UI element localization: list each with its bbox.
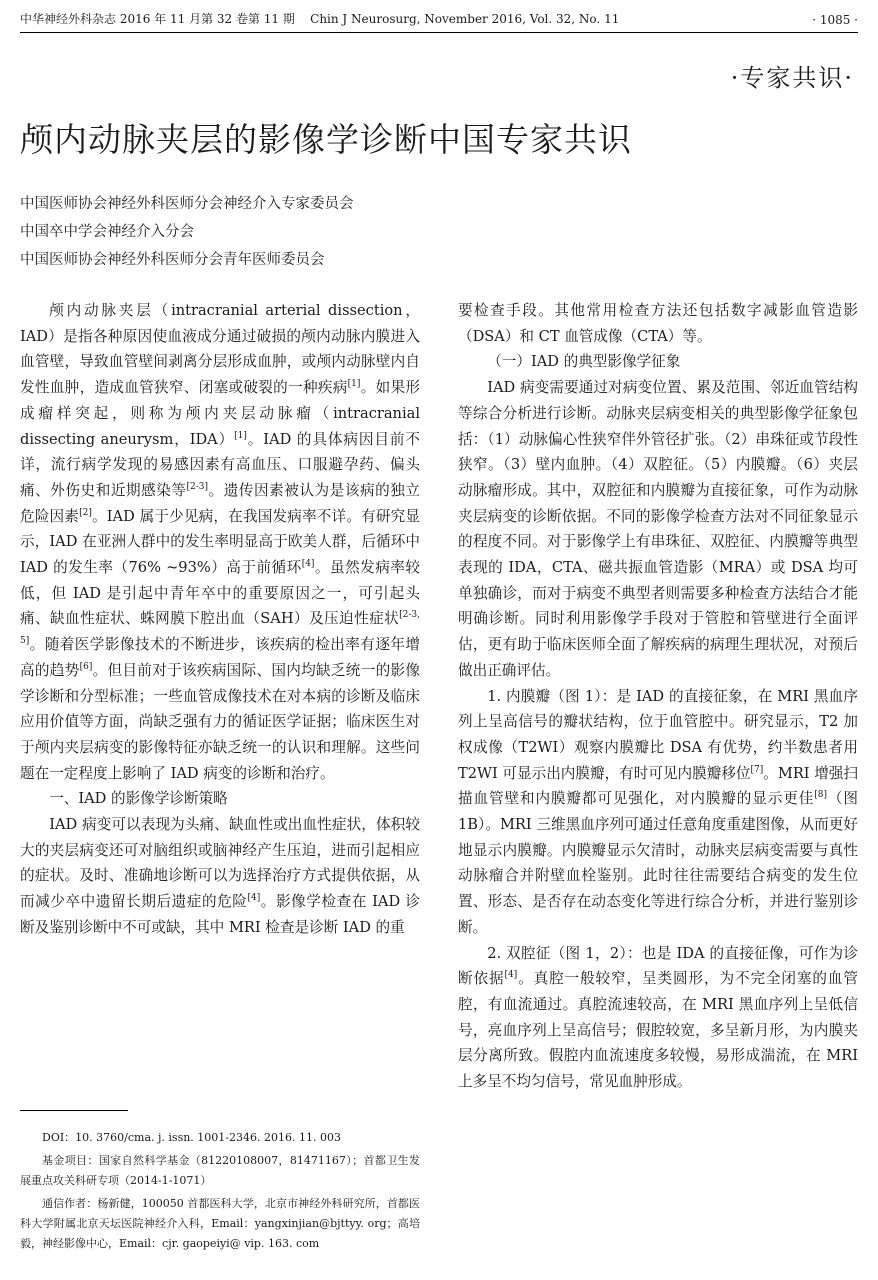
footnotes bbox=[20, 1128, 420, 1257]
citation[interactable]: [2-3, 5] bbox=[20, 610, 420, 647]
body-paragraph: 2. 双腔征（图 1，2）：也是 IDA 的直接征像，可作为诊断依据[4]。真腔一般较窄，呈类圆形，为不完全闭塞的血管腔，有血流通过。真腔流速较高，在 MRI 黑血序列上呈低信号，亮血序列上呈高信号；假腔较宽，多呈新月形，为内膜夹层分离所致。假腔内血流速度多较慢，易形成湍流，在 MRI 上多呈不均匀信号，常见血肿形成。 bbox=[458, 944, 858, 1091]
subsection-heading: （一）IAD 的典型影像学征象 bbox=[487, 353, 681, 371]
citation[interactable]: [4] bbox=[247, 893, 261, 904]
citation[interactable]: [7] bbox=[750, 764, 764, 775]
author-affiliation: 中国医师协会神经外科医师分会神经介入专家委员会 bbox=[20, 196, 354, 212]
article-title: 颅内动脉夹层的影像学诊断中国专家共识 bbox=[20, 120, 632, 159]
running-header bbox=[20, 10, 858, 27]
page-number: · 1085 · bbox=[812, 13, 858, 27]
citation[interactable]: [4] bbox=[504, 970, 518, 981]
footnote-funding: 基金项目：国家自然科学基金（81220108007，81471167）；首都卫生发展重点攻关科研专项（2014-1-1071） bbox=[20, 1154, 420, 1187]
body-paragraph: IAD 病变需要通过对病变位置、累及范围、邻近血管结构等综合分析进行诊断。动脉夹层病变相关的典型影像学征象包括：（1）动脉偏心性狭窄伴外管径扩张。（2）串珠征或节段性狭窄。（3）壁内血肿。（4）双腔征。（5）内膜瓣。（6）夹层动脉瘤形成。其中，双腔征和内膜瓣为直接征象，可作为动脉夹层病变的诊断依据。不同的影像学检查方法对不同征象显示的程度不同。对于影像学上有串珠征、双腔征、内膜瓣等典型表现的 IDA，CTA、磁共振血管造影（MRA）或 DSA 均可单独确诊，而对于病变不典型者则需要多种检查方法结合才能明确诊断。同时利用影像学手段对于管腔和管壁进行全面评估，更有助于临床医师全面了解疾病的病理生理状况，对预后做出正确评估。 bbox=[458, 379, 858, 679]
citation[interactable]: [8] bbox=[814, 790, 827, 801]
footnote-correspondence: 通信作者：杨新健，100050 首都医科大学，北京市神经外科研究所，首都医科大学附属北京天坛医院神经介入科，Email：yangxinjian@bjttyy. org；高培毅，神经影像中心，Email：cjr. gaopeiyi@ vip. 163. com bbox=[20, 1197, 420, 1250]
author-list bbox=[20, 190, 354, 274]
intro-paragraph: 颅内动脉夹层（intracranial arterial dissection，IAD）是指各种原因使血液成分通过破损的颅内动脉内膜进入血管壁，导致血管壁间剥离分层形成血肿，或颅内动脉壁内自发性血肿，造成血管狭窄、闭塞或破裂的一种疾病[1]。如果形成瘤样突起，则称为颅内夹层动脉瘤（intracranial dissecting aneurysm，IDA）[1]。IAD 的具体病因目前不详，流行病学发现的易感因素有高血压、口服避孕药、偏头痛、外伤史和近期感染等[2-3]。遗传因素被认为是该病的独立危险因素[2]。IAD 属于少见病，在我国发病率不详。有研究显示，IAD 在亚洲人群中的发生率明显高于欧美人群，后循环中 IAD 的发生率（76% ~93%）高于前循环[4]。虽然发病率较低，但 IAD 是引起中青年卒中的重要原因之一，可引起头痛、缺血性症状、蛛网膜下腔出血（SAH）及压迫性症状[2-3, 5]。随着医学影像技术的不断进步，该疾病的检出率有逐年增高的趋势[6]。但目前对于该疾病国际、国内均缺乏统一的影像学诊断和分型标准；一些血管成像技术在对本病的诊断及临床应用价值等方面，尚缺乏强有力的循证医学证据；临床医生对于颅内夹层病变的影像特征亦缺乏统一的认识和理解。这些问题在一定程度上影响了 IAD 病变的诊断和治疗。 bbox=[20, 302, 420, 782]
author-affiliation: 中国卒中学会神经介入分会 bbox=[20, 224, 194, 240]
citation[interactable]: [6] bbox=[79, 661, 93, 672]
header-rule bbox=[20, 32, 858, 33]
journal-en: Chin J Neurosurg, November 2016, Vol. 32, No. 11 bbox=[310, 12, 620, 26]
journal-cn: 中华神经外科杂志 2016 年 11 月第 32 卷第 11 期 bbox=[20, 12, 295, 26]
journal-info bbox=[20, 10, 619, 27]
footnote-rule bbox=[20, 1110, 128, 1111]
citation[interactable]: [2] bbox=[79, 507, 92, 518]
section-heading: 一、IAD 的影像学诊断策略 bbox=[49, 790, 228, 808]
body-paragraph: 要检查手段。其他常用检查方法还包括数字减影血管造影（DSA）和 CT 血管成像（CTA）等。 bbox=[458, 302, 858, 345]
body-paragraph: 1. 内膜瓣（图 1）：是 IAD 的直接征象，在 MRI 黑血序列上呈高信号的瓣状结构，位于血管腔中。研究显示，T2 加权成像（T2WI）观察内膜瓣比 DSA 有优势，约半数患者用 T2WI 可显示出内膜瓣，有时可见内膜瓣移位[7]。MRI 增强扫描血管壁和内膜瓣都可见强化，对内膜瓣的显示更佳[8]（图 1B）。MRI 三维黑血序列可通过任意角度重建图像，从而更好地显示内膜瓣。内膜瓣显示欠清时，动脉夹层病变需要与真性动脉瘤合并附壁血栓鉴别。此时往往需要结合病变的发生位置、形态、是否存在动态变化等进行综合分析，并进行鉴别诊断。 bbox=[458, 687, 858, 936]
left-column bbox=[20, 298, 420, 941]
right-column bbox=[458, 298, 858, 1095]
citation[interactable]: [1] bbox=[234, 430, 247, 441]
author-affiliation: 中国医师协会神经外科医师分会青年医师委员会 bbox=[20, 252, 325, 268]
body-paragraph: IAD 病变可以表现为头痛、缺血性或出血性症状，体积较大的夹层病变还可对脑组织或脑神经产生压迫，进而引起相应的症状。及时、准确地诊断可以为选择治疗方式提供依据，从而减少卒中遗留长期后遗症的危险[4]。影像学检查在 IAD 诊断及鉴别诊断中不可或缺，其中 MRI 检查是诊断 IAD 的重 bbox=[20, 816, 420, 936]
citation[interactable]: [1] bbox=[347, 379, 361, 390]
citation[interactable]: [4] bbox=[301, 559, 315, 570]
section-label: ·专家共识· bbox=[730, 64, 854, 92]
footnote-doi: DOI：10. 3760/cma. j. issn. 1001-2346. 2016. 11. 003 bbox=[42, 1131, 341, 1144]
citation[interactable]: [2-3] bbox=[186, 482, 209, 493]
